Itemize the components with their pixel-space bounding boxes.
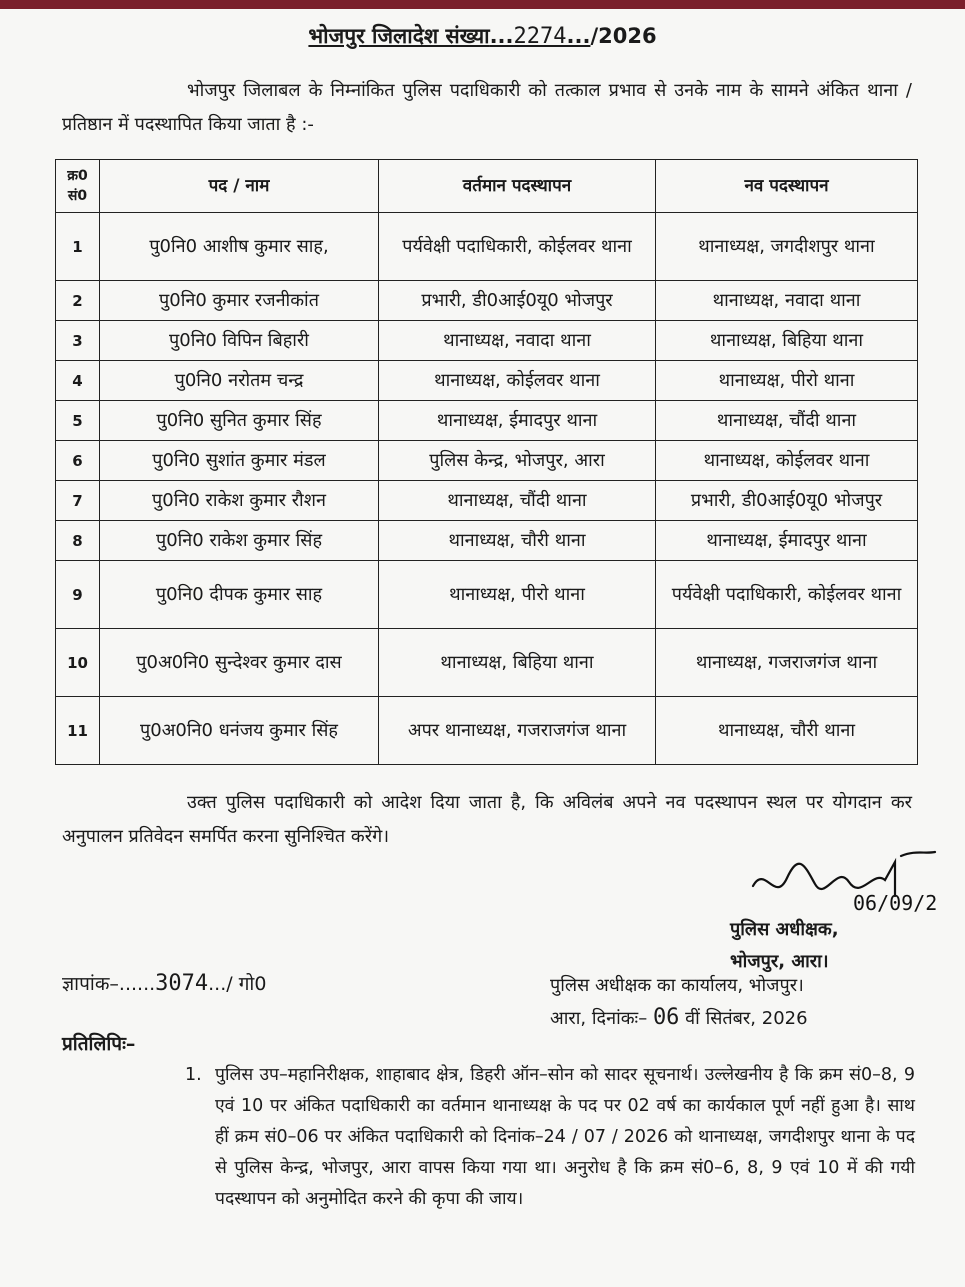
copy-item-text: पुलिस उप–महानिरीक्षक, शाहाबाद क्षेत्र, डिहरी ऑन–सोन को सादर सूचनार्थ। उल्लेखनीय है कि क्रम सं0–8, 9 एवं 10 पर अंकित पदाधिकारी का वर्तमान थानाध्यक्ष के पद पर 02 वर्ष का कार्यकाल पूर्ण नहीं हुआ है। साथ हीं क्रम सं0–06 पर अंकित पदाधिकारी को दिनांक–24 / 07 / 2026 को थानाध्यक्ष, जगदीशपुर थाना के पद से पुलिस केन्द्र, भोजपुर, आरा वापस किया गया था। अनुरोध है कि क्रम सं0–6, 8, 9 एवं 10 में की गयी पदस्थापन को अनुमोदित करने की कृपा की जाय। [215,1065,915,1209]
office-name: पुलिस अधीक्षक का कार्यालय, भोजपुर। [550,975,804,996]
signatory-designation: पुलिस अधीक्षक, [730,919,839,940]
postings-table [55,159,918,765]
cell-current: थानाध्यक्ष, ईमादपुर थाना [379,401,656,441]
table-row [56,521,918,561]
cell-current: थानाध्यक्ष, बिहिया थाना [379,629,656,697]
cell-serial: 1 [56,213,100,281]
table-row [56,281,918,321]
copy-item-number: 1. [185,1065,202,1085]
cell-name: पु0अ0नि0 सुन्देश्वर कुमार दास [100,629,379,697]
cell-new: थानाध्यक्ष, कोईलवर थाना [656,441,918,481]
cell-name: पु0नि0 दीपक कुमार साह [100,561,379,629]
cell-current: थानाध्यक्ष, चौंदी थाना [379,481,656,521]
cell-new: थानाध्यक्ष, नवादा थाना [656,281,918,321]
cell-current: थानाध्यक्ष, नवादा थाना [379,321,656,361]
top-border-strip [0,0,965,9]
cell-serial: 9 [56,561,100,629]
cell-serial: 3 [56,321,100,361]
signature-scribble [745,844,965,924]
cell-serial: 11 [56,697,100,765]
signatory-block [730,914,839,978]
order-number: 2274 [513,24,567,49]
copy-item [185,1060,915,1215]
cell-serial: 5 [56,401,100,441]
table-row [56,441,918,481]
cell-serial: 10 [56,629,100,697]
cell-name: पु0नि0 राकेश कुमार सिंह [100,521,379,561]
cell-new: थानाध्यक्ष, चौंदी थाना [656,401,918,441]
cell-name: पु0नि0 सुनित कुमार सिंह [100,401,379,441]
order-prefix: भोजपुर जिलादेश संख्या [308,24,490,48]
cell-name: पु0नि0 विपिन बिहारी [100,321,379,361]
header-current-posting: वर्तमान पदस्थापन [379,160,656,213]
order-year: /2026 [590,24,657,48]
cell-serial: 6 [56,441,100,481]
cell-current: थानाध्यक्ष, पीरो थाना [379,561,656,629]
table-row [56,213,918,281]
order-paragraph: उक्त पुलिस पदाधिकारी को आदेश दिया जाता है, कि अविलंब अपने नव पदस्थापन स्थल पर योगदान कर अनुपालन प्रतिवेदन समर्पित करना सुनिश्चित करेंगे। [62,792,912,847]
cell-new: थानाध्यक्ष, चौरी थाना [656,697,918,765]
cell-current: अपर थानाध्यक्ष, गजराजगंज थाना [379,697,656,765]
cell-new: थानाध्यक्ष, ईमादपुर थाना [656,521,918,561]
cell-current: प्रभारी, डी0आई0यू0 भोजपुर [379,281,656,321]
cell-serial: 2 [56,281,100,321]
cell-name: पु0नि0 आशीष कुमार साह, [100,213,379,281]
order-title: भोजपुर जिलादेश संख्या...2274.../2026 [308,24,657,49]
cell-name: पु0नि0 कुमार रजनीकांत [100,281,379,321]
table-row [56,561,918,629]
cell-name: पु0अ0नि0 धनंजय कुमार सिंह [100,697,379,765]
cell-new: थानाध्यक्ष, गजराजगंज थाना [656,629,918,697]
signature-date: 06/09/2 [853,891,938,915]
cell-current: थानाध्यक्ष, कोईलवर थाना [379,361,656,401]
cell-serial: 7 [56,481,100,521]
table-row [56,321,918,361]
table-row [56,361,918,401]
signatory-location: भोजपुर, आरा। [730,951,829,972]
cell-name: पु0नि0 सुशांत कुमार मंडल [100,441,379,481]
cell-current: थानाध्यक्ष, चौरी थाना [379,521,656,561]
cell-name: पु0नि0 नरोतम चन्द्र [100,361,379,401]
cell-name: पु0नि0 राकेश कुमार रौशन [100,481,379,521]
copy-heading: प्रतिलिपिः– [62,1033,136,1055]
memo-number-value: 3074 [155,971,209,996]
cell-new: थानाध्यक्ष, बिहिया थाना [656,321,918,361]
table-row [56,401,918,441]
intro-paragraph: भोजपुर जिलाबल के निम्नांकित पुलिस पदाधिकारी को तत्काल प्रभाव से उनके नाम के सामने अंकित थाना / प्रतिष्ठान में पदस्थापित किया जाता है :- [62,80,912,135]
table-row [56,481,918,521]
header-name: पद / नाम [100,160,379,213]
cell-serial: 8 [56,521,100,561]
cell-new: थानाध्यक्ष, जगदीशपुर थाना [656,213,918,281]
cell-new: थानाध्यक्ष, पीरो थाना [656,361,918,401]
header-new-posting: नव पदस्थापन [656,160,918,213]
office-date-day: 06 [652,1005,680,1030]
header-serial: क्र0 सं0 [56,160,100,213]
table-row [56,697,918,765]
cell-current: पर्यवेक्षी पदाधिकारी, कोईलवर थाना [379,213,656,281]
office-block [550,970,808,1035]
office-date: आरा, दिनांकः– 06 वीं सितंबर, 2026 [550,1005,808,1030]
cell-new: पर्यवेक्षी पदाधिकारी, कोईलवर थाना [656,561,918,629]
cell-current: पुलिस केन्द्र, भोजपुर, आरा [379,441,656,481]
memo-number: ज्ञापांक–......3074.../ गो0 [62,971,267,996]
cell-new: प्रभारी, डी0आई0यू0 भोजपुर [656,481,918,521]
cell-serial: 4 [56,361,100,401]
table-header-row [56,160,918,213]
table-row [56,629,918,697]
